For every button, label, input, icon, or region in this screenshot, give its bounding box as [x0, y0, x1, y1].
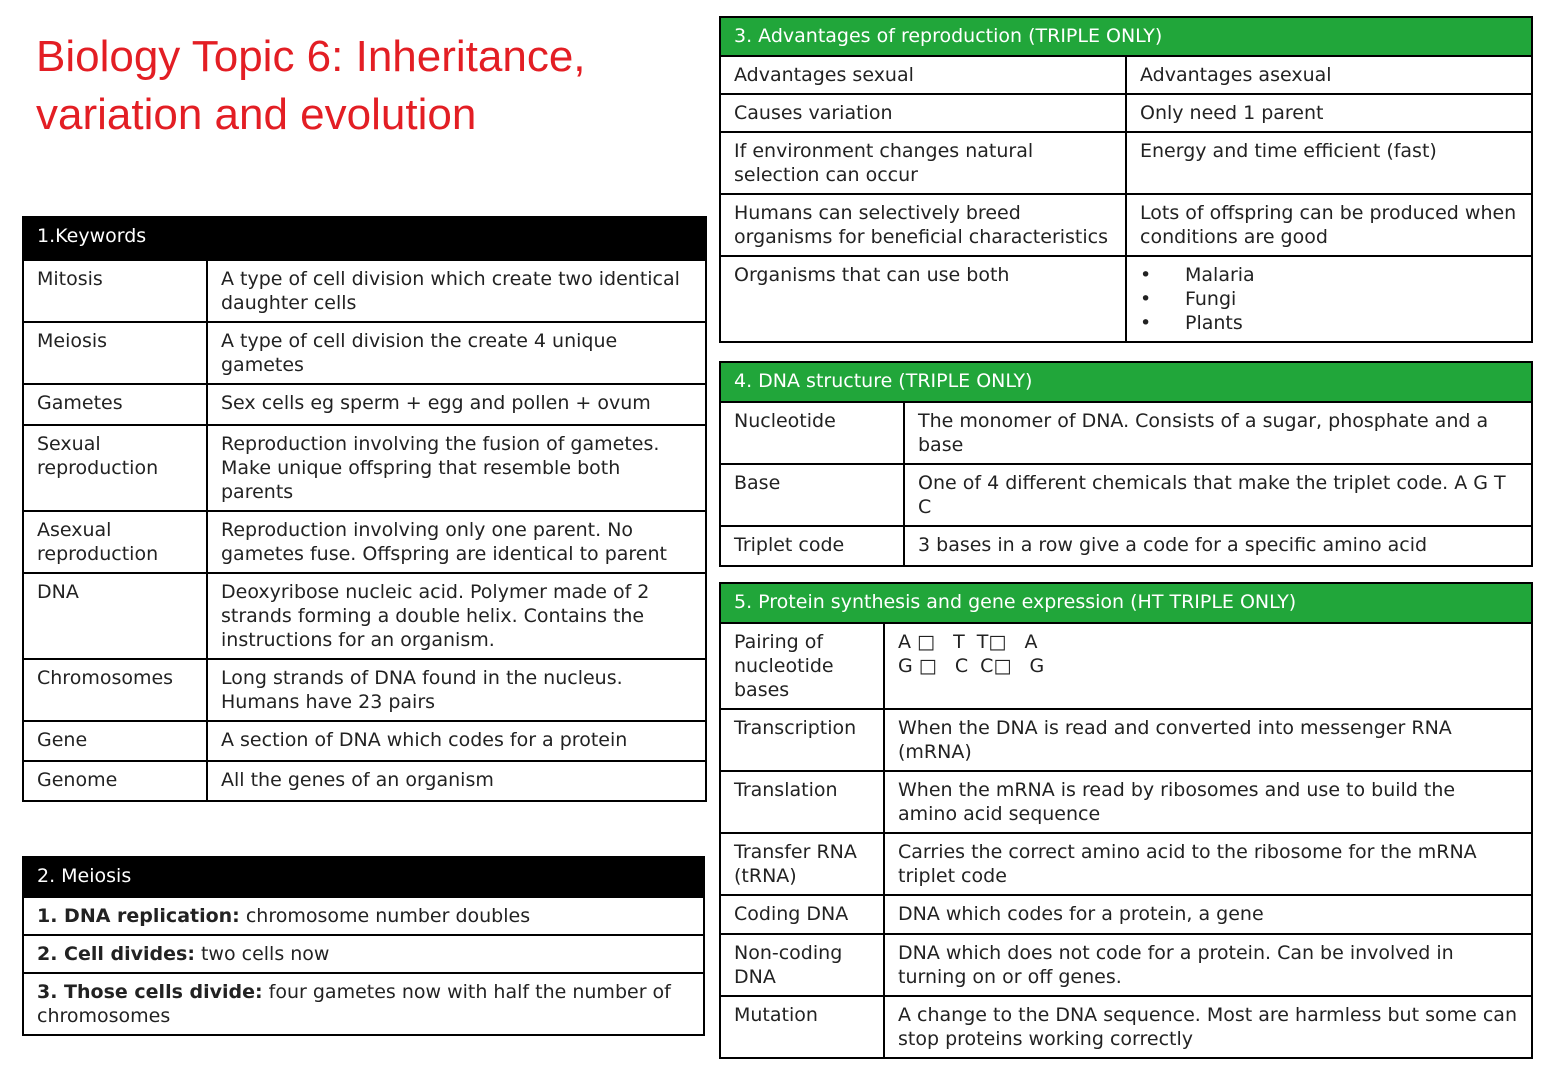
dna-heading: 4. DNA structure (TRIPLE ONLY)	[720, 362, 1532, 402]
keyword-term: Meiosis	[23, 322, 207, 384]
table-row	[23, 511, 706, 573]
protein-heading: 5. Protein synthesis and gene expression (HT TRIPLE ONLY)	[720, 583, 1532, 623]
meiosis-step-label: 3. Those cells divide:	[37, 981, 263, 1003]
dna-term: Base	[720, 464, 904, 526]
protein-definition: Carries the correct amino acid to the ribosome for the mRNA triplet code	[884, 833, 1532, 895]
keyword-term: DNA	[23, 573, 207, 659]
meiosis-step-text: two cells now	[200, 943, 330, 965]
pairing-line-1: A □ T T□ A	[898, 631, 1038, 653]
meiosis-step	[23, 973, 704, 1035]
meiosis-step	[23, 935, 704, 973]
protein-definition: DNA which codes for a protein, a gene	[884, 895, 1532, 934]
table-row	[23, 573, 706, 659]
pairing-line-2: G □ C C□ G	[898, 655, 1045, 677]
page-title	[36, 28, 696, 144]
dna-term: Nucleotide	[720, 402, 904, 464]
keyword-definition: Deoxyribose nucleic acid. Polymer made of 2 strands forming a double helix. Contains the instructions for an organism.	[207, 573, 706, 659]
both-label: Organisms that can use both	[720, 256, 1126, 342]
meiosis-step-label: 1. DNA replication:	[37, 905, 240, 927]
keyword-term: Genome	[23, 761, 207, 801]
table-row	[720, 771, 1532, 833]
protein-term: Transfer RNA (tRNA)	[720, 833, 884, 895]
table-row	[720, 895, 1532, 934]
keyword-definition: A section of DNA which codes for a protein	[207, 721, 706, 761]
table-row	[720, 194, 1532, 256]
protein-synthesis-table	[719, 582, 1533, 1059]
table-row	[23, 322, 706, 384]
dna-term: Triplet code	[720, 526, 904, 566]
keyword-term: Gametes	[23, 384, 207, 425]
keyword-term: Chromosomes	[23, 659, 207, 721]
advantage-asexual: Only need 1 parent	[1126, 94, 1532, 132]
keywords-table	[22, 216, 707, 802]
advantages-heading: 3. Advantages of reproduction (TRIPLE ONLY)	[720, 17, 1532, 56]
pairing-term: Pairing of nucleotide bases	[720, 623, 884, 709]
keyword-definition: All the genes of an organism	[207, 761, 706, 801]
dna-definition: 3 bases in a row give a code for a specific amino acid	[904, 526, 1532, 566]
table-row	[720, 402, 1532, 464]
keyword-term: Gene	[23, 721, 207, 761]
table-row	[23, 260, 706, 322]
column-header-sexual: Advantages sexual	[720, 56, 1126, 94]
keyword-definition: Long strands of DNA found in the nucleus. Humans have 23 pairs	[207, 659, 706, 721]
keyword-definition: A type of cell division which create two identical daughter cells	[207, 260, 706, 322]
protein-term: Mutation	[720, 996, 884, 1058]
advantage-sexual: Humans can selectively breed organisms for beneficial characteristics	[720, 194, 1126, 256]
table-row	[720, 934, 1532, 996]
advantage-sexual: Causes variation	[720, 94, 1126, 132]
advantage-asexual: Energy and time efficient (fast)	[1126, 132, 1532, 194]
list-item: • Plants	[1140, 311, 1519, 335]
keyword-definition: A type of cell division the create 4 unique gametes	[207, 322, 706, 384]
protein-definition: A change to the DNA sequence. Most are harmless but some can stop proteins working correctly	[884, 996, 1532, 1058]
table-row	[720, 132, 1532, 194]
table-row	[720, 996, 1532, 1058]
table-row	[23, 425, 706, 511]
table-row	[720, 256, 1532, 342]
protein-term: Translation	[720, 771, 884, 833]
list-item: • Fungi	[1140, 287, 1519, 311]
table-row	[720, 56, 1532, 94]
table-row	[720, 833, 1532, 895]
table-row	[720, 464, 1532, 526]
table-row	[23, 384, 706, 425]
advantages-table	[719, 16, 1533, 343]
list-item: • Malaria	[1140, 263, 1519, 287]
dna-structure-table	[719, 361, 1533, 567]
protein-definition: When the DNA is read and converted into messenger RNA (mRNA)	[884, 709, 1532, 771]
table-row	[720, 526, 1532, 566]
keyword-definition: Reproduction involving the fusion of gametes. Make unique offspring that resemble both parents	[207, 425, 706, 511]
protein-term: Transcription	[720, 709, 884, 771]
meiosis-table	[22, 856, 705, 1036]
protein-term: Coding DNA	[720, 895, 884, 934]
dna-definition: The monomer of DNA. Consists of a sugar, phosphate and a base	[904, 402, 1532, 464]
protein-definition: When the mRNA is read by ribosomes and use to build the amino acid sequence	[884, 771, 1532, 833]
column-header-asexual: Advantages asexual	[1126, 56, 1532, 94]
protein-definition: DNA which does not code for a protein. Can be involved in turning on or off genes.	[884, 934, 1532, 996]
keywords-heading: 1.Keywords	[23, 217, 706, 260]
dna-definition: One of 4 different chemicals that make the triplet code. A G T C	[904, 464, 1532, 526]
meiosis-step-label: 2. Cell divides:	[37, 943, 195, 965]
title-line-2: variation and evolution	[36, 90, 477, 139]
advantage-sexual: If environment changes natural selection can occur	[720, 132, 1126, 194]
table-row	[720, 94, 1532, 132]
keyword-term: Asexual reproduction	[23, 511, 207, 573]
advantage-asexual: Lots of offspring can be produced when conditions are good	[1126, 194, 1532, 256]
table-row	[23, 761, 706, 801]
title-line-1: Biology Topic 6: Inheritance,	[36, 32, 586, 81]
meiosis-step-text: four gametes now with half the number of chromosomes	[37, 981, 671, 1027]
meiosis-step	[23, 897, 704, 935]
keyword-definition: Sex cells eg sperm + egg and pollen + ovum	[207, 384, 706, 425]
both-list	[1140, 263, 1519, 335]
meiosis-heading: 2. Meiosis	[23, 857, 704, 897]
table-row	[23, 721, 706, 761]
keyword-definition: Reproduction involving only one parent. No gametes fuse. Offspring are identical to parent	[207, 511, 706, 573]
table-row	[720, 623, 1532, 709]
keyword-term: Mitosis	[23, 260, 207, 322]
table-row	[720, 709, 1532, 771]
table-row	[23, 659, 706, 721]
protein-term: Non-coding DNA	[720, 934, 884, 996]
keyword-term: Sexual reproduction	[23, 425, 207, 511]
meiosis-step-text: chromosome number doubles	[245, 905, 531, 927]
